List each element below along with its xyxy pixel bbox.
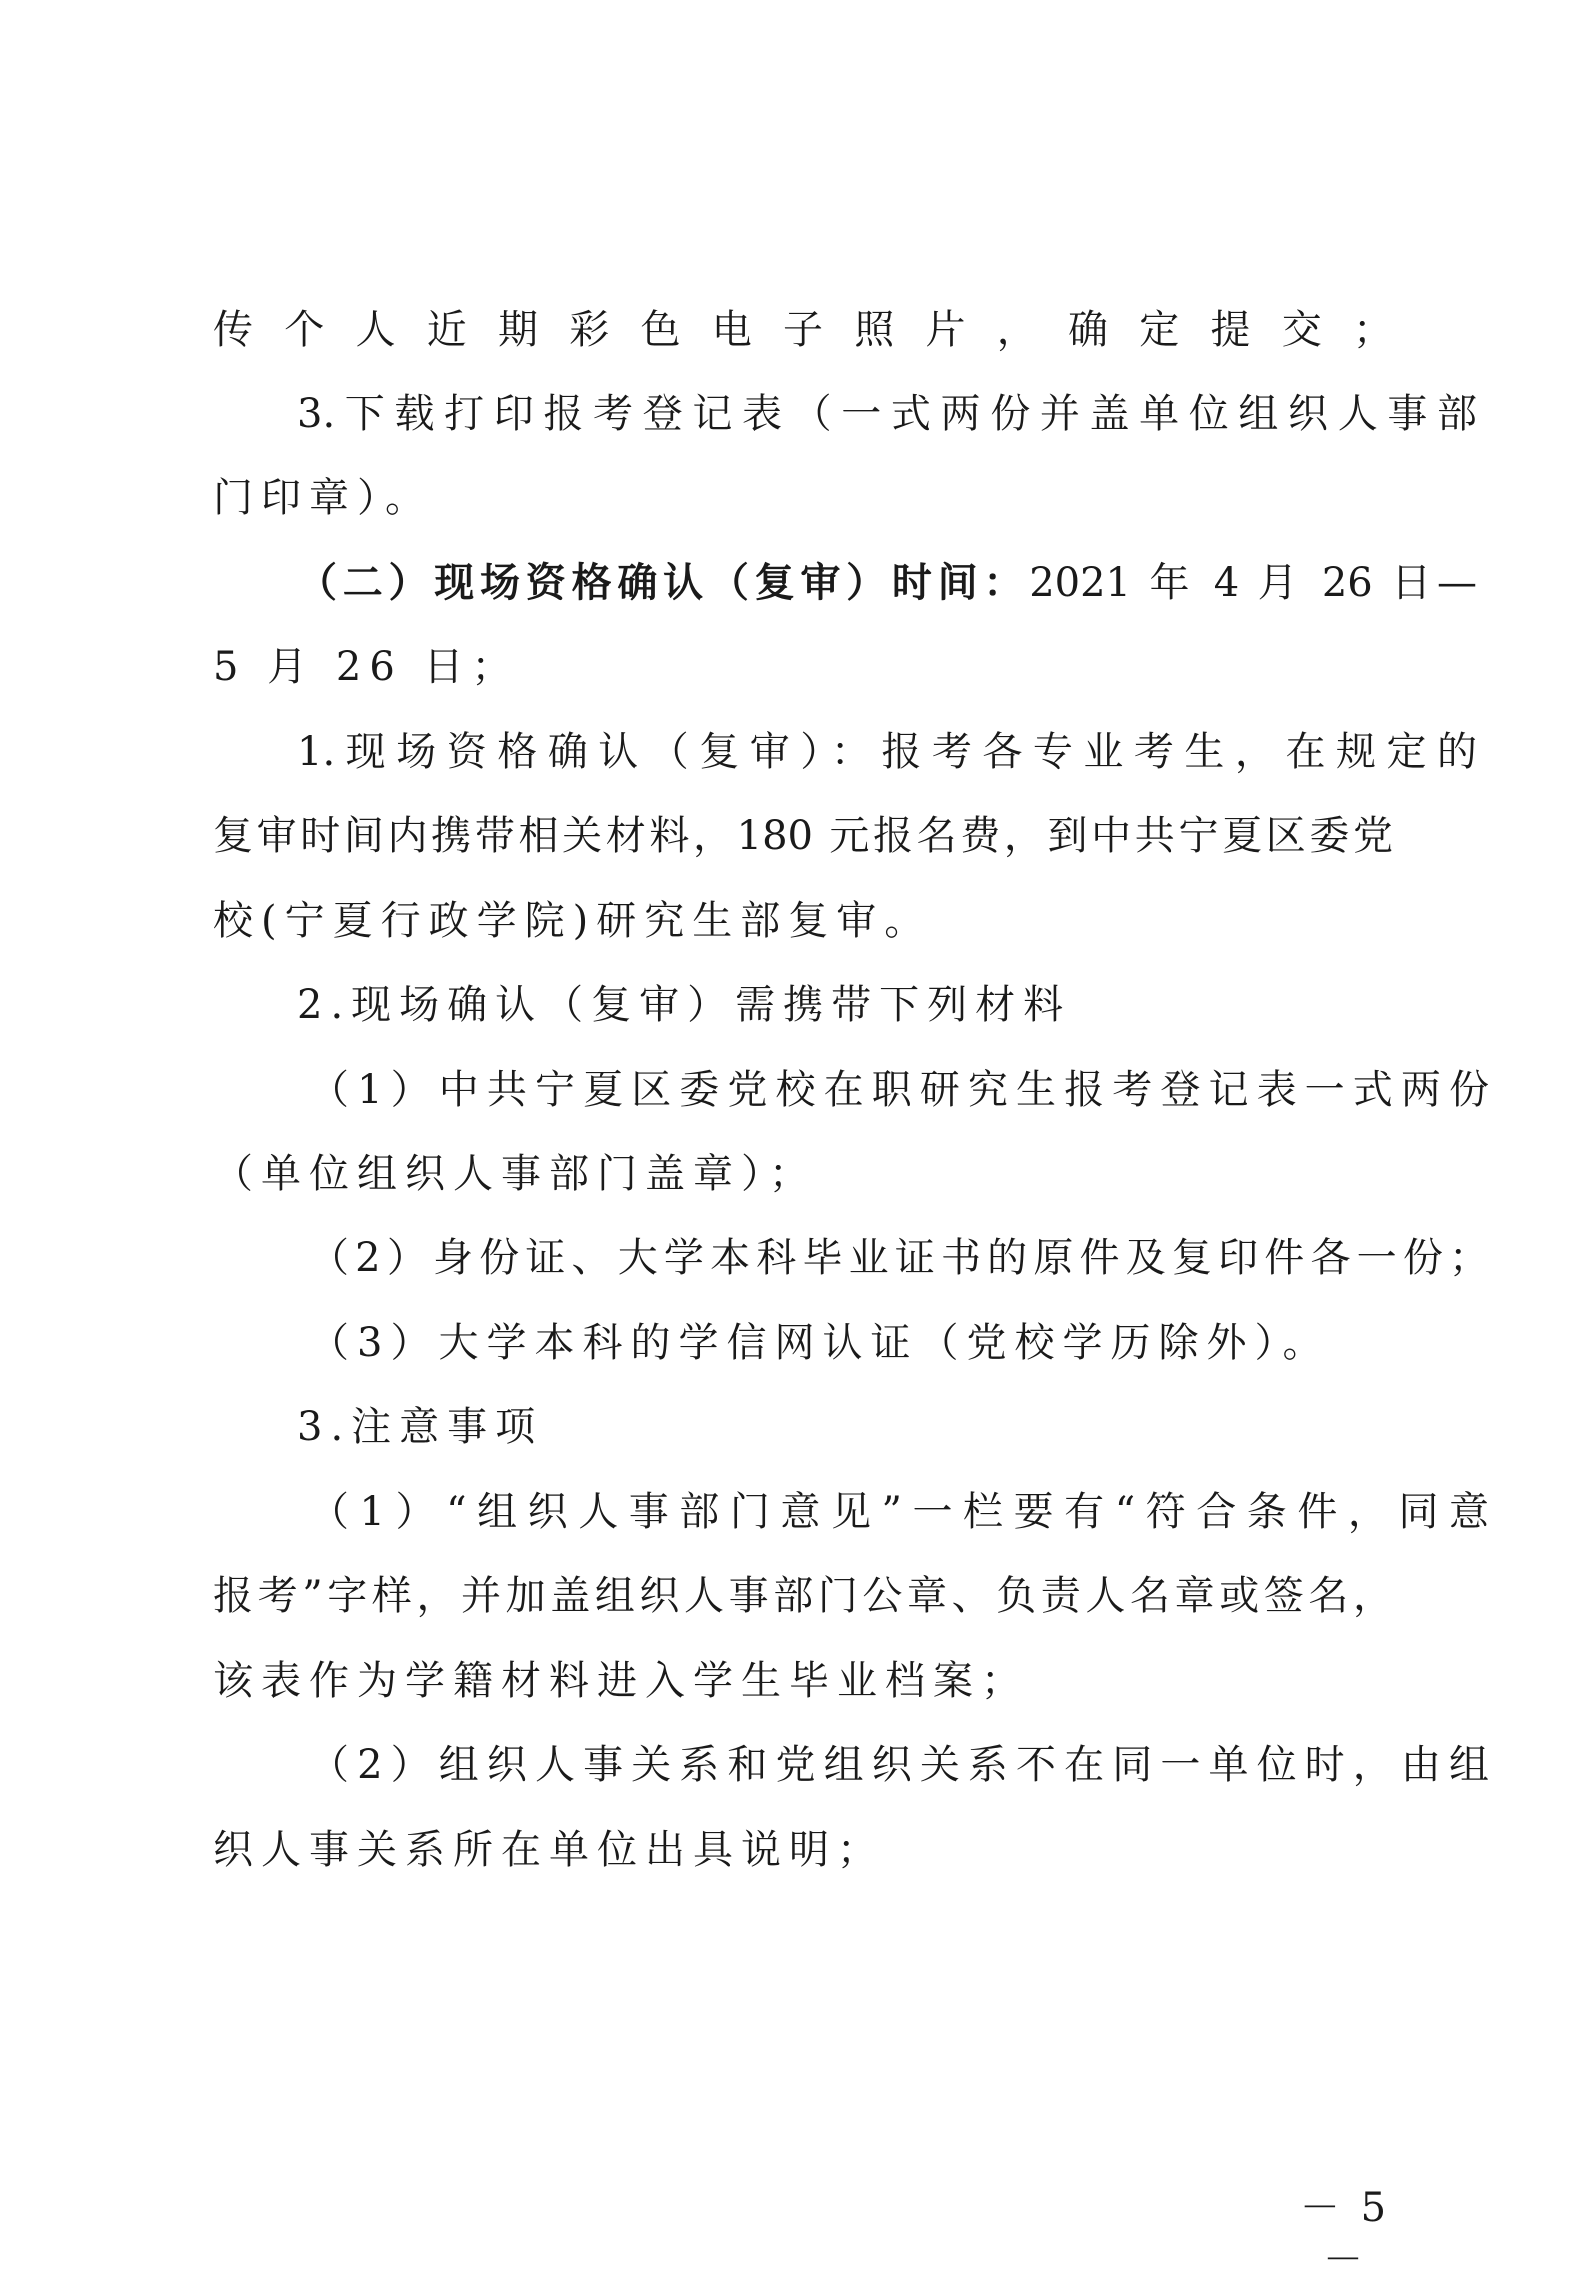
paragraph-line: 该表作为学籍材料进入学生毕业档案； (213, 1658, 1029, 1704)
list-item: （2）组织人事关系和党组织关系不在同一单位时，由组 (309, 1742, 1489, 1788)
paragraph-line: 3.下载打印报考登记表（一式两份并盖单位组织人事部 (297, 391, 1477, 437)
paragraph-line: 传个人近期彩色电子照片，确定提交； (213, 307, 1393, 353)
paragraph-line: 校(宁夏行政学院)研究生部复审。 (213, 898, 933, 944)
paragraph-line: 复审时间内携带相关材料，180 元报名费，到中共宁夏区委党 (213, 813, 1393, 859)
paragraph-line: 织人事关系所在单位出具说明； (213, 1827, 885, 1873)
paragraph-line: 门印章）。 (213, 475, 433, 521)
paragraph-line: 5 月 26 日； (213, 644, 520, 690)
section-heading: （二）现场资格确认（复审）时间： (297, 559, 1030, 606)
page-number: － 5 － (1299, 2185, 1391, 2283)
list-item: （3）大学本科的学信网认证（党校学历除外）。 (309, 1320, 1331, 1366)
paragraph-line: 1.现场资格确认（复审）：报考各专业考生，在规定的 (297, 729, 1477, 775)
paragraph-line: （单位组织人事部门盖章）； (213, 1151, 817, 1197)
paragraph-line: 3.注意事项 (297, 1404, 544, 1450)
list-item: （1）中共宁夏区委党校在职研究生报考登记表一式两份 (309, 1067, 1489, 1113)
list-item: （2）身份证、大学本科毕业证书的原件及复印件各一份； (309, 1235, 1489, 1281)
paragraph-line: 2.现场确认（复审）需携带下列材料 (297, 982, 1072, 1028)
paragraph-line: 报考”字样，并加盖组织人事部门公章、负责人名章或签名， (213, 1573, 1393, 1619)
list-item: （1）“组织人事部门意见”一栏要有“符合条件，同意 (309, 1489, 1489, 1535)
section-date-range: 2021 年 4 月 26 日— (1029, 560, 1477, 606)
section-heading-line (297, 557, 1477, 609)
